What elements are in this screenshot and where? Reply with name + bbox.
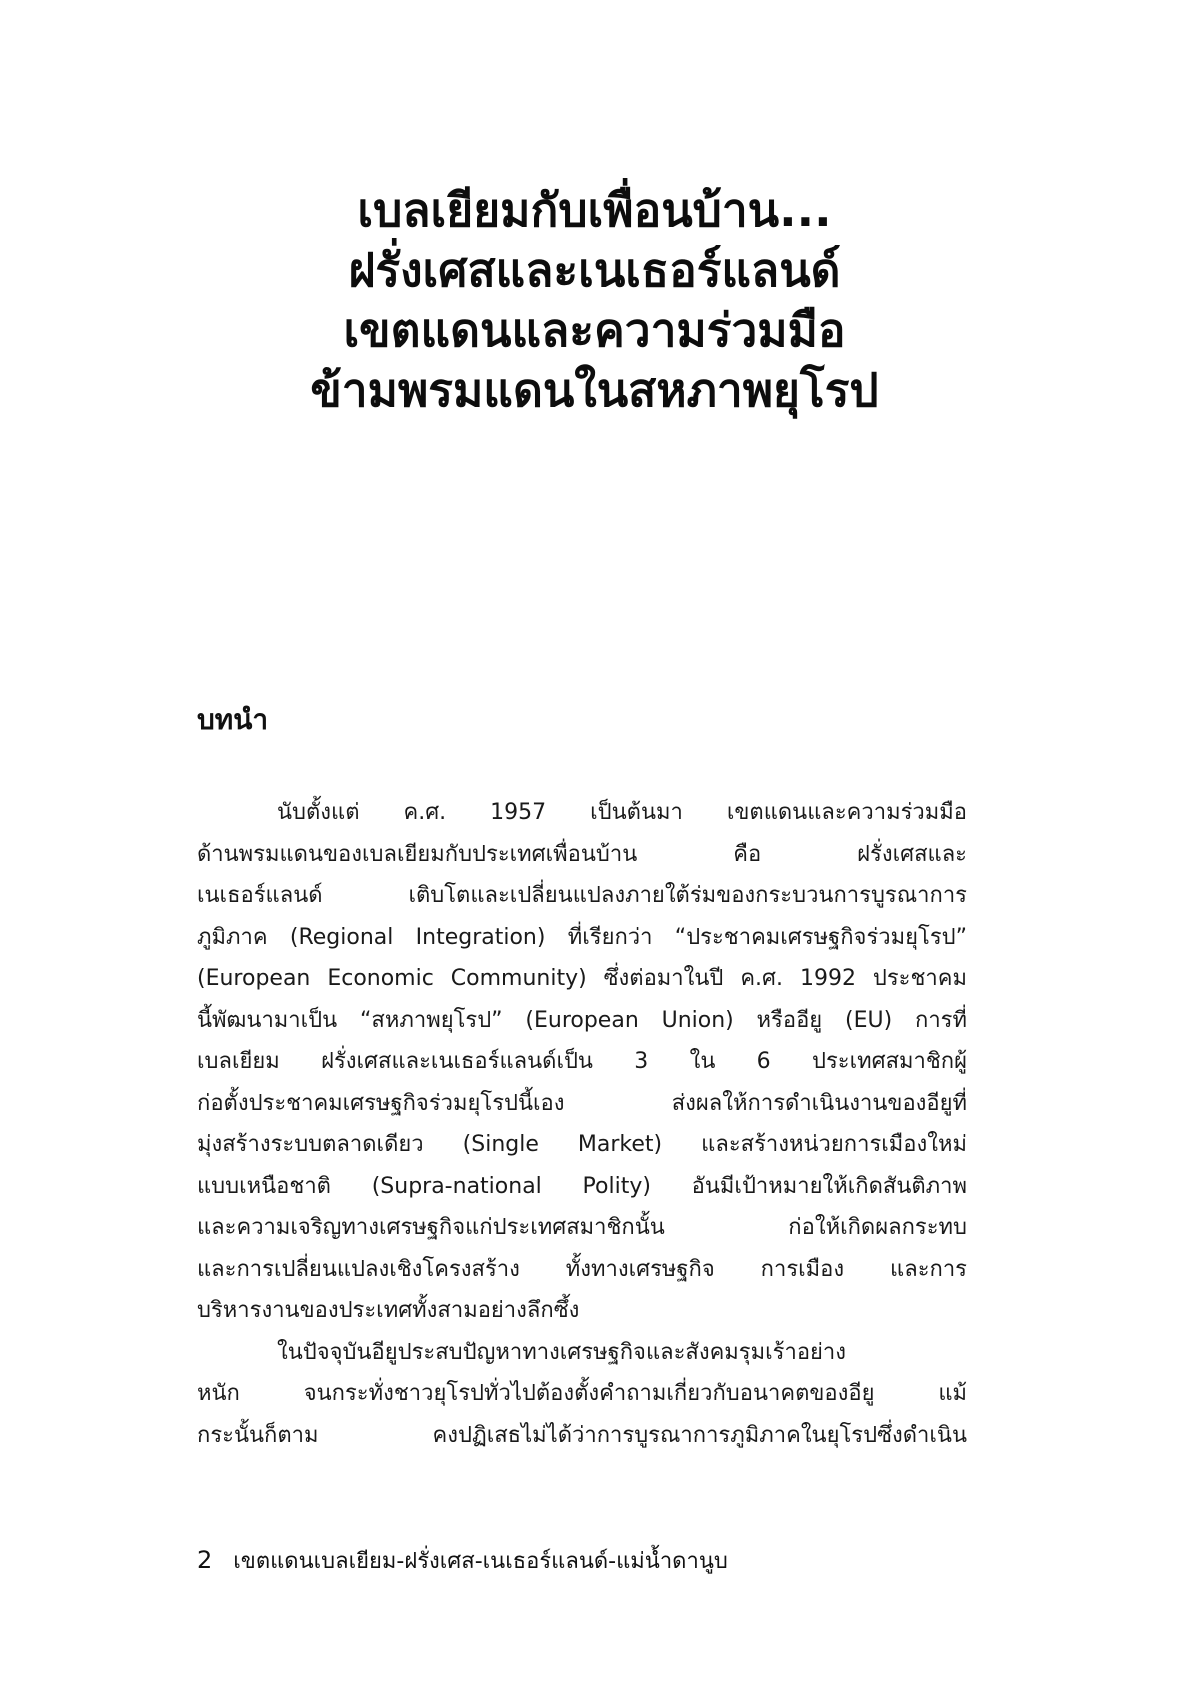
body-line: ก่อตั้งประชาคมเศรษฐกิจร่วมยุโรปนี้เอง ส่งผลให้การดำเนินงานของอียูที่ [197, 1090, 967, 1116]
body-line: ด้านพรมแดนของเบลเยียมกับประเทศเพื่อนบ้าน คือ ฝรั่งเศสและ [197, 841, 967, 867]
body-line: ภูมิภาค (Regional Integration) ที่เรียกว่า “ประชาคมเศรษฐกิจร่วมยุโรป” [197, 924, 967, 950]
section-heading: บทนำ [197, 703, 269, 736]
page-footer [197, 1545, 728, 1577]
body-line: แบบเหนือชาติ (Supra-national Polity) อันมีเป้าหมายให้เกิดสันติภาพ [197, 1173, 967, 1199]
running-title: เขตแดนเบลเยียม-ฝรั่งเศส-เนเธอร์แลนด์-แม่น้ำดานูบ [233, 1549, 728, 1574]
chapter-title-line: ฝรั่งเศสและเนเธอร์แลนด์ [348, 243, 841, 297]
body-line: นี้พัฒนามาเป็น “สหภาพยุโรป” (European Union) หรืออียู (EU) การที่ [197, 1007, 967, 1033]
body-line: ในปัจจุบันอียูประสบปัญหาทางเศรษฐกิจและสังคมรุมเร้าอย่าง [277, 1339, 847, 1365]
body-line: บริหารงานของประเทศทั้งสามอย่างลึกซึ้ง [197, 1298, 580, 1323]
body-paragraphs [197, 792, 967, 1456]
body-line: และการเปลี่ยนแปลงเชิงโครงสร้าง ทั้งทางเศรษฐกิจ การเมือง และการ [197, 1256, 967, 1282]
body-line: นับตั้งแต่ ค.ศ. 1957 เป็นต้นมา เขตแดนและความร่วมมือ [277, 800, 967, 825]
chapter-title-line: เขตแดนและความร่วมมือ [343, 303, 846, 357]
page-number: 2 [197, 1546, 213, 1574]
body-line: หนัก จนกระทั่งชาวยุโรปทั่วไปต้องตั้งคำถามเกี่ยวกับอนาคตของอียู แม้ [197, 1381, 967, 1406]
body-line: มุ่งสร้างระบบตลาดเดียว (Single Market) และสร้างหน่วยการเมืองใหม่ [197, 1132, 967, 1157]
chapter-title [200, 180, 989, 420]
chapter-title-line: ข้ามพรมแดนในสหภาพยุโรป [310, 363, 879, 417]
chapter-title-line: เบลเยียมกับเพื่อนบ้าน... [357, 183, 832, 237]
body-line: และความเจริญทางเศรษฐกิจแก่ประเทศสมาชิกนั้น ก่อให้เกิดผลกระทบ [197, 1215, 967, 1240]
body-line: เนเธอร์แลนด์ เติบโตและเปลี่ยนแปลงภายใต้ร่มของกระบวนการบูรณาการ [197, 883, 967, 908]
body-line: (European Economic Community) ซึ่งต่อมาในปี ค.ศ. 1992 ประชาคม [197, 966, 967, 991]
body-line: กระนั้นก็ตาม คงปฏิเสธไม่ได้ว่าการบูรณาการภูมิภาคในยุโรปซึ่งดำเนิน [197, 1422, 967, 1448]
body-line: เบลเยียม ฝรั่งเศสและเนเธอร์แลนด์เป็น 3 ใน 6 ประเทศสมาชิกผู้ [197, 1049, 967, 1074]
